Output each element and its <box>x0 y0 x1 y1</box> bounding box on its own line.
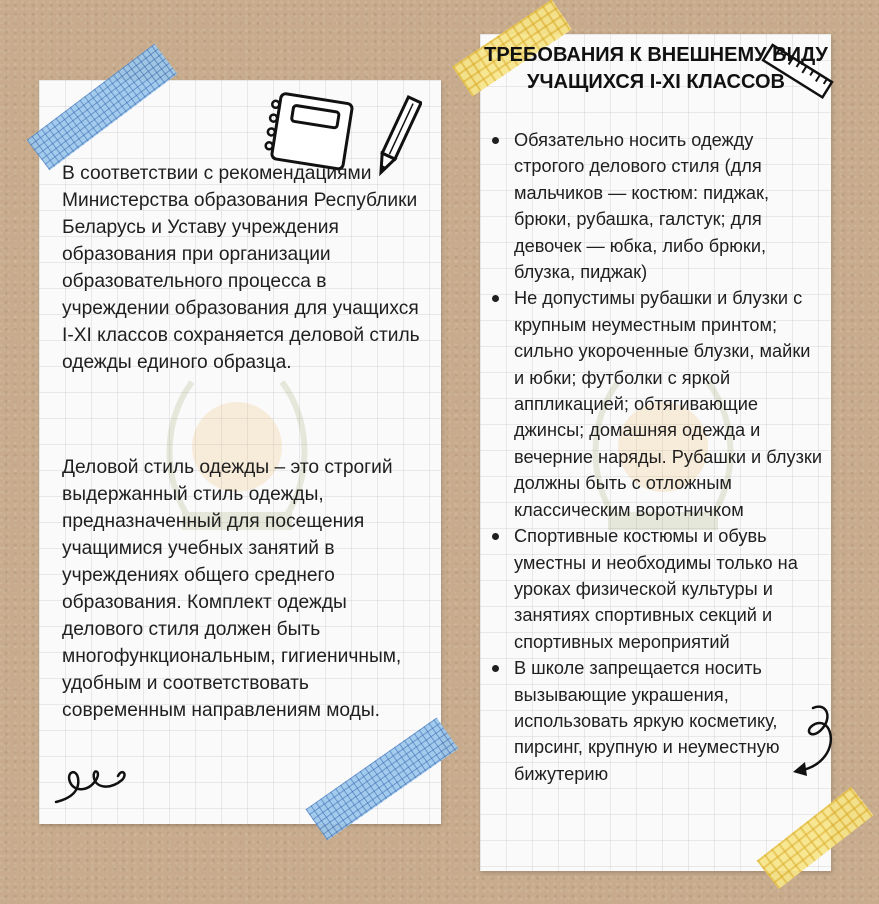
requirements-list <box>488 127 824 787</box>
requirements-title: ТРЕБОВАНИЯ К ВНЕШНЕМУ ВИДУ УЧАЩИХСЯ I-XI КЛАССОВ <box>484 44 828 93</box>
list-item <box>488 523 824 655</box>
intro-paragraph: В соответствии с рекомендациями Министерства образования Республики Беларусь и Уставу учреждения образования при организации образовательного процесса в учреждении образования для учащихся I-XI классов сохраняется деловой стиль одежды единого образца. <box>62 163 420 373</box>
bullet-icon <box>492 295 499 302</box>
list-item-text: Обязательно носить одежду строгого делового стиля (для мальчиков — костюм: пиджак, брюки, рубашка, галстук; для девочек — юбка, либо брюки, блузка, пиджак) <box>514 130 770 283</box>
list-item-text: Не допустимы рубашки и блузки с крупным неуместным принтом; сильно укороченные блузки, майки и юбки; футболки с яркой аппликацией; обтягивающие джинсы; домашняя одежда и вечерние наряды. Рубашки и блузки должны быть с отложным классическим воротничком <box>514 288 823 520</box>
list-item <box>488 127 824 285</box>
bullet-icon <box>492 137 499 144</box>
list-item-text: Спортивные костюмы и обувь уместны и необходимы только на уроках физической культуры и занятиях спортивных секций и спортивных мероприятий <box>514 526 798 652</box>
list-item <box>488 655 824 787</box>
list-item-text: В школе запрещается носить вызывающие украшения, использовать яркую косметику, пирсинг, крупную и неуместную бижутерию <box>514 658 780 784</box>
list-item <box>488 285 824 523</box>
bullet-icon <box>492 533 499 540</box>
bullet-icon <box>492 665 499 672</box>
business-style-paragraph: Деловой стиль одежды – это строгий выдержанный стиль одежды, предназначенный для посещения учащимися учебных занятий в учреждениях общего среднего образования. Комплект одежды делового стиля должен быть многофункциональным, гигиеничным, удобным и соответствовать современным направлениям моды. <box>62 457 402 721</box>
squiggle-icon <box>52 762 142 810</box>
